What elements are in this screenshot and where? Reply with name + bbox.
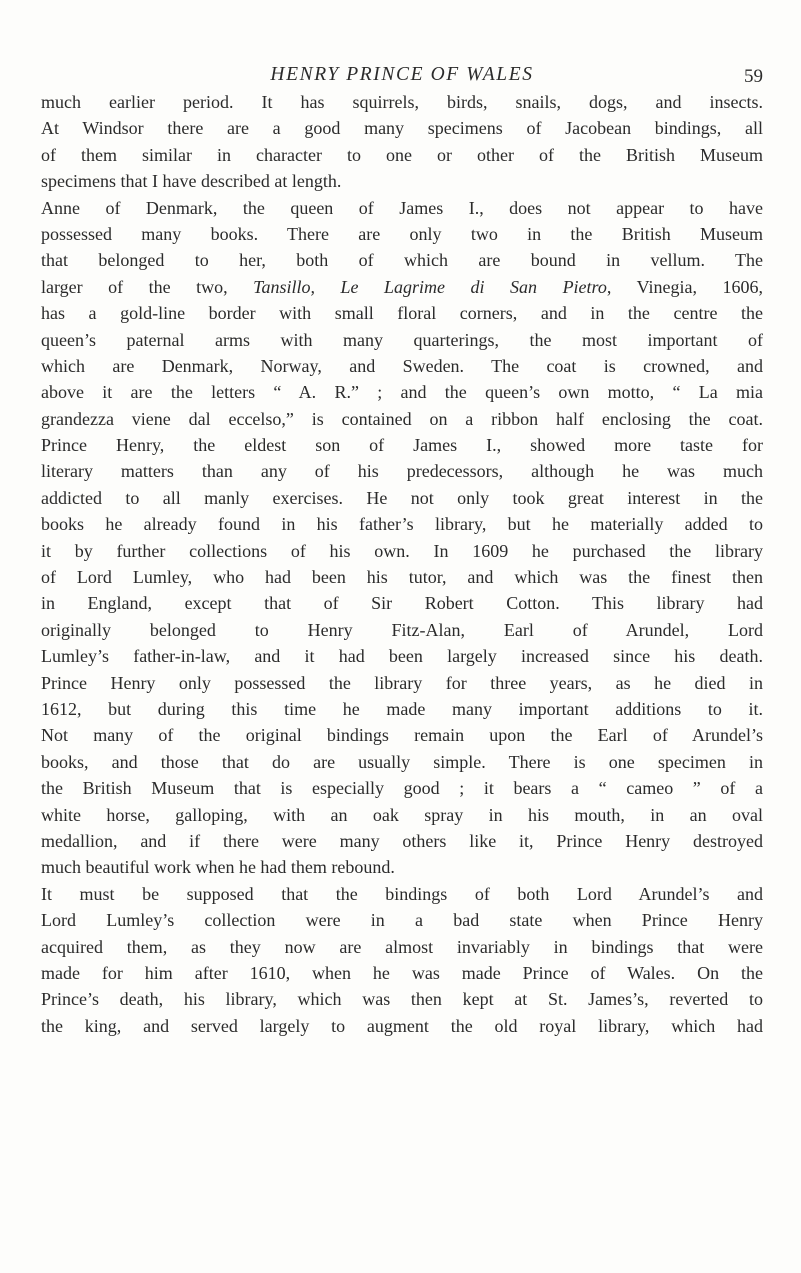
text-line: At Windsor there are a good many specimens of Jacobean bindings, all [41, 118, 763, 139]
text-line: much beautiful work when he had them rebound. [41, 857, 395, 878]
text-line: Not many of the original bindings remain upon the Earl of Arundel’s [41, 725, 763, 746]
text-line: Lumley’s father-in-law, and it had been largely increased since his death. [41, 646, 763, 667]
text-line: addicted to all manly exercises. He not only took great interest in the [41, 487, 763, 508]
text-line [41, 274, 763, 300]
text-line: acquired them, as they now are almost invariably in bindings that were [41, 936, 763, 957]
text-line: medallion, and if there were many others like it, Prince Henry destroyed [41, 830, 763, 851]
text-line: above it are the letters “ A. R.” ; and the queen’s own motto, “ La mia [41, 382, 763, 403]
text-line: Anne of Denmark, the queen of James I., does not appear to have [41, 197, 763, 218]
text-line: the king, and served largely to augment the old royal library, which had [41, 1015, 763, 1036]
text-line: grandezza viene dal eccelso,” is contained on a ribbon half enclosing the coat. [41, 408, 763, 429]
text-fragment: larger of the two, [41, 276, 254, 297]
text-line: of them similar in character to one or other of the British Museum [41, 144, 763, 165]
body-text [41, 89, 763, 1039]
text-line: books, and those that do are usually simple. There is one specimen in [41, 751, 763, 772]
text-line: has a gold-line border with small floral corners, and in the centre the [41, 303, 763, 324]
text-line: Prince Henry, the eldest son of James I., showed more taste for [41, 435, 763, 456]
text-line: Prince’s death, his library, which was then kept at St. James’s, reverted to [41, 989, 763, 1010]
text-fragment: , Vinegia, 1606, [606, 276, 763, 297]
text-line: possessed many books. There are only two in the British Museum [41, 223, 763, 244]
text-line: It must be supposed that the bindings of both Lord Arundel’s and [41, 883, 763, 904]
running-title: HENRY PRINCE OF WALES [270, 64, 534, 85]
text-line: literary matters than any of his predecessors, although he was much [41, 461, 763, 482]
text-line: of Lord Lumley, who had been his tutor, and which was the finest then [41, 567, 763, 588]
text-line: originally belonged to Henry Fitz-Alan, Earl of Arundel, Lord [41, 619, 763, 640]
text-line: it by further collections of his own. In 1609 he purchased the library [41, 540, 763, 561]
text-line: made for him after 1610, when he was made Prince of Wales. On the [41, 962, 763, 983]
text-line: books he already found in his father’s library, but he materially added to [41, 514, 763, 535]
text-line: in England, except that of Sir Robert Cotton. This library had [41, 593, 763, 614]
text-line: queen’s paternal arms with many quarterings, the most important of [41, 329, 763, 350]
text-line: 1612, but during this time he made many important additions to it. [41, 698, 763, 719]
text-line: that belonged to her, both of which are bound in vellum. The [41, 250, 763, 271]
book-title: Tansillo, Le Lagrime di San Pietro [253, 276, 607, 297]
text-line: Prince Henry only possessed the library for three years, as he died in [41, 672, 763, 693]
running-head [41, 62, 763, 88]
text-line: specimens that I have described at length. [41, 171, 342, 192]
text-line: much earlier period. It has squirrels, birds, snails, dogs, and insects. [41, 92, 763, 112]
text-line: Lord Lumley’s collection were in a bad state when Prince Henry [41, 910, 763, 931]
book-page [41, 62, 763, 1262]
text-line: the British Museum that is especially good ; it bears a “ cameo ” of a [41, 778, 763, 799]
text-line: white horse, galloping, with an oak spray in his mouth, in an oval [41, 804, 763, 825]
text-line: which are Denmark, Norway, and Sweden. The coat is crowned, and [41, 355, 763, 376]
page-number: 59 [744, 66, 763, 87]
